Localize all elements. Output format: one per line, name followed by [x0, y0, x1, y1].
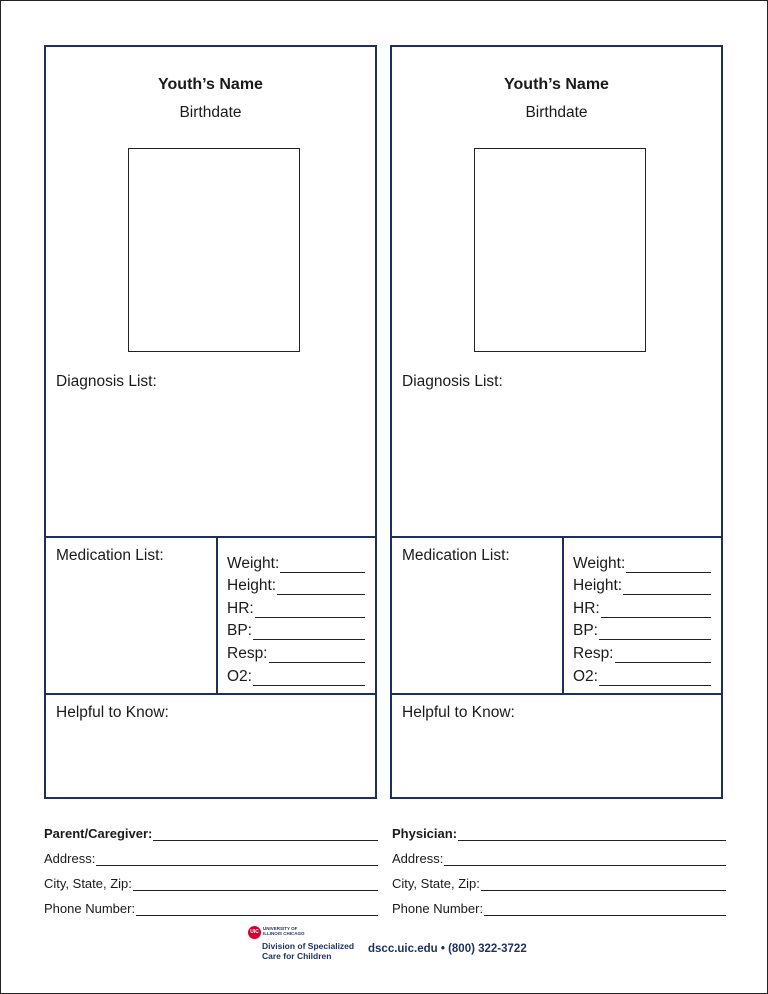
org-line: Care for Children [262, 951, 332, 961]
field-label: Physician: [392, 826, 458, 841]
blank-line[interactable] [458, 829, 726, 841]
university-line: ILLINOIS CHICAGO [263, 931, 305, 936]
medication-label: Medication List: [402, 547, 510, 564]
helpful-label: Helpful to Know: [56, 704, 169, 721]
youth-name: Youth’s Name [504, 76, 609, 93]
medication-label: Medication List: [56, 547, 164, 564]
helpful-label: Helpful to Know: [402, 704, 515, 721]
vital-weight[interactable] [573, 550, 711, 573]
blank-line[interactable] [599, 625, 711, 640]
vital-hr[interactable] [227, 595, 365, 618]
org-line: Division of Specialized [262, 941, 355, 951]
diagnosis-label: Diagnosis List: [402, 373, 503, 390]
blank-line[interactable] [626, 558, 711, 573]
blank-line[interactable] [601, 603, 711, 618]
divider [392, 536, 721, 538]
vital-label: BP: [573, 622, 598, 640]
vital-label: Height: [573, 577, 623, 595]
blank-line[interactable] [253, 671, 365, 686]
university-name [263, 926, 323, 936]
divider [46, 693, 375, 695]
vital-label: HR: [573, 599, 600, 617]
divider [216, 536, 218, 694]
blank-line[interactable] [96, 854, 378, 866]
blank-line[interactable] [481, 879, 726, 891]
vital-bp[interactable] [573, 618, 711, 641]
field-label: Phone Number: [392, 901, 484, 916]
parent-city-field[interactable] [44, 866, 378, 891]
footer-contact[interactable]: dscc.uic.edu • (800) 322-3722 [368, 943, 527, 955]
vital-label: HR: [227, 599, 254, 617]
vital-label: Resp: [227, 644, 268, 662]
vital-label: Weight: [573, 554, 626, 572]
divider [562, 536, 564, 694]
field-label: Address: [44, 851, 96, 866]
vital-label: BP: [227, 622, 252, 640]
uic-logo-icon: UIC [248, 926, 261, 939]
blank-line[interactable] [269, 648, 366, 663]
vitals-list [227, 550, 365, 686]
blank-line[interactable] [444, 854, 726, 866]
parent-contact-block [44, 816, 378, 916]
youth-name: Youth’s Name [158, 76, 263, 93]
blank-line[interactable] [136, 904, 378, 916]
physician-phone-field[interactable] [392, 891, 726, 916]
blank-line[interactable] [484, 904, 726, 916]
divider [46, 536, 375, 538]
vital-o2[interactable] [573, 663, 711, 686]
blank-line[interactable] [623, 580, 711, 595]
field-label: Parent/Caregiver: [44, 826, 153, 841]
field-label: City, State, Zip: [44, 876, 132, 891]
vital-resp[interactable] [227, 640, 365, 663]
field-label: City, State, Zip: [392, 876, 480, 891]
vital-weight[interactable] [227, 550, 365, 573]
org-name [262, 941, 362, 961]
photo-box[interactable] [128, 148, 300, 352]
vital-label: Height: [227, 577, 277, 595]
youth-card-left [44, 45, 377, 799]
parent-phone-field[interactable] [44, 891, 378, 916]
field-label: Phone Number: [44, 901, 136, 916]
blank-line[interactable] [253, 625, 365, 640]
footer [248, 924, 548, 964]
vital-height[interactable] [573, 573, 711, 596]
blank-line[interactable] [277, 580, 365, 595]
vital-o2[interactable] [227, 663, 365, 686]
vital-label: Resp: [573, 644, 614, 662]
vital-label: O2: [573, 667, 598, 685]
vital-label: O2: [227, 667, 252, 685]
physician-name-field[interactable] [392, 816, 726, 841]
youth-card-right [390, 45, 723, 799]
field-label: Address: [392, 851, 444, 866]
blank-line[interactable] [280, 558, 365, 573]
physician-city-field[interactable] [392, 866, 726, 891]
birthdate: Birthdate [179, 104, 242, 121]
vital-hr[interactable] [573, 595, 711, 618]
physician-address-field[interactable] [392, 841, 726, 866]
parent-address-field[interactable] [44, 841, 378, 866]
blank-line[interactable] [615, 648, 712, 663]
divider [392, 693, 721, 695]
vital-label: Weight: [227, 554, 280, 572]
birthdate: Birthdate [525, 104, 588, 121]
vital-resp[interactable] [573, 640, 711, 663]
physician-contact-block [392, 816, 726, 916]
university-line: UNIVERSITY OF [263, 926, 298, 931]
blank-line[interactable] [255, 603, 365, 618]
vital-height[interactable] [227, 573, 365, 596]
vitals-list [573, 550, 711, 686]
parent-name-field[interactable] [44, 816, 378, 841]
blank-line[interactable] [599, 671, 711, 686]
vital-bp[interactable] [227, 618, 365, 641]
blank-line[interactable] [153, 829, 378, 841]
diagnosis-label: Diagnosis List: [56, 373, 157, 390]
blank-line[interactable] [133, 879, 378, 891]
photo-box[interactable] [474, 148, 646, 352]
